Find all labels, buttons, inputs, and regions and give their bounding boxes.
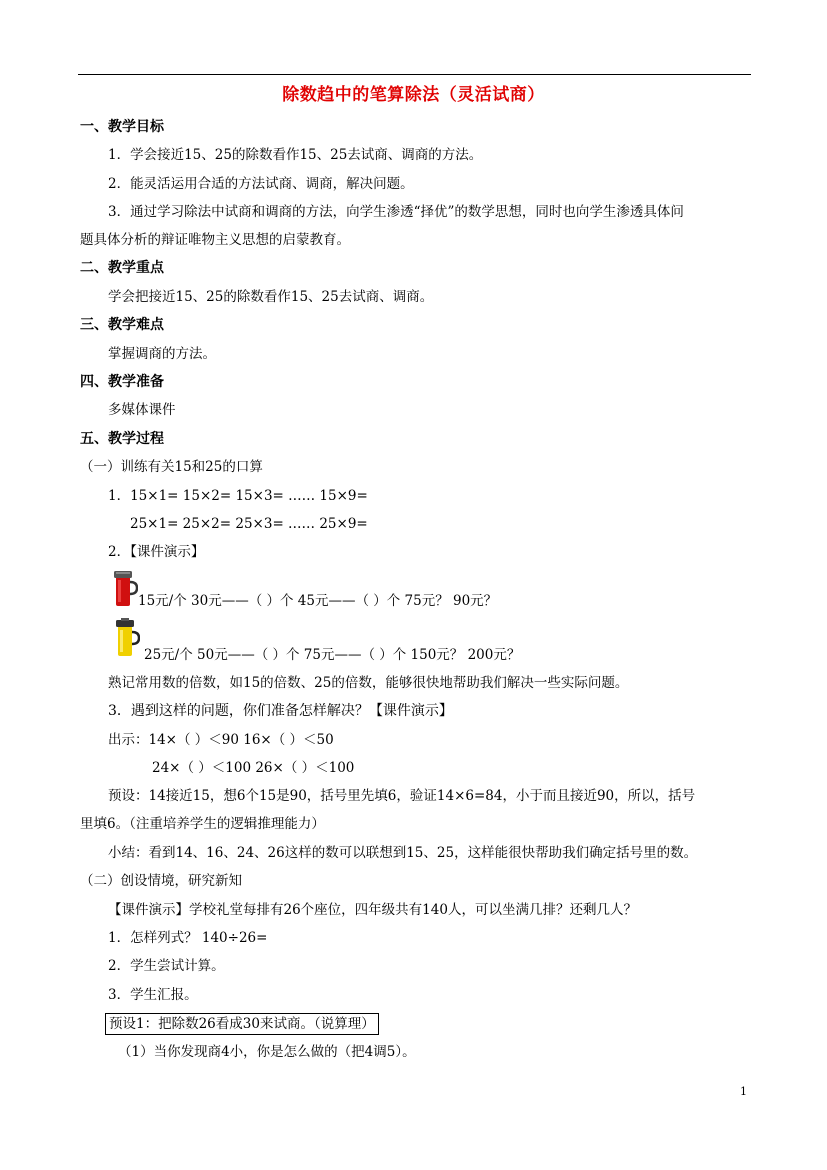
demo-seating-problem: 【课件演示】学校礼堂每排有26个座位，四年级共有140人，可以坐满几排？还剩几人？ (108, 902, 637, 918)
yellow-cup-price-line: 25元/个 50元——（ ）个 75元——（ ）个 150元？ 200元？ (144, 647, 521, 663)
part1-title: （一）训练有关15和25的口算 (80, 459, 263, 475)
step-1: 1．怎样列式？ 140÷26= (108, 930, 268, 946)
show-row-2: 24×（ ）＜100 26×（ ）＜100 (152, 760, 355, 776)
remember-multiples-text: 熟记常用数的倍数，如15的倍数、25的倍数，能够很快地帮助我们解决一些实际问题。 (108, 675, 629, 691)
preset-1-box: 预设1：把除数26看成30来试商。（说算理） (105, 1013, 379, 1035)
section-heading-key-points: 二、教学重点 (80, 260, 164, 276)
section-heading-difficulties: 三、教学难点 (80, 317, 164, 333)
yellow-cup-icon (112, 618, 140, 658)
step-3: 3．学生汇报。 (108, 987, 198, 1003)
red-cup-icon (110, 570, 138, 608)
part2-title: （二）创设情境，研究新知 (80, 873, 242, 889)
calc-row-15: 1．15×1= 15×2= 15×3= …… 15×9= (108, 488, 368, 504)
objective-item-3-cont: 题具体分析的辩证唯物主义思想的启蒙教育。 (80, 232, 350, 248)
calc-row-25: 25×1= 25×2= 25×3= …… 25×9= (130, 516, 368, 532)
question-3: 3．遇到这样的问题，你们准备怎样解决？【课件演示】 (108, 703, 453, 719)
key-points-text: 学会把接近15、25的除数看作15、25去试商、调商。 (108, 289, 434, 305)
preset-text-2: 里填6。（注重培养学生的逻辑推理能力） (80, 816, 325, 832)
show-row-1: 出示：14×（ ）＜90 16×（ ）＜50 (108, 732, 334, 748)
header-rule (78, 74, 751, 75)
red-cup-price-line: 15元/个 30元——（ ）个 45元——（ ）个 75元？ 90元？ (138, 593, 498, 609)
section-heading-objectives: 一、教学目标 (80, 119, 164, 135)
step-2: 2．学生尝试计算。 (108, 958, 225, 974)
section-heading-preparation: 四、教学准备 (80, 374, 164, 390)
page-number: 1 (740, 1085, 747, 1098)
objective-item-3: 3．通过学习除法中试商和调商的方法，向学生渗透“择优”的数学思想，同时也向学生渗透具体问 (108, 204, 684, 220)
preset-text-1: 预设：14接近15，想6个15是90，括号里先填6，验证14×6=84，小于而且接近90，所以，括号 (108, 788, 696, 804)
preparation-text: 多媒体课件 (108, 402, 176, 418)
section-heading-process: 五、教学过程 (80, 431, 164, 447)
demo-label: 2．【课件演示】 (108, 544, 205, 560)
objective-item-2: 2．能灵活运用合适的方法试商、调商，解决问题。 (108, 176, 414, 192)
objective-item-1: 1．学会接近15、25的除数看作15、25去试商、调商的方法。 (108, 147, 483, 163)
sub-step-1: （1）当你发现商4小，你是怎么做的（把4调5）。 (118, 1044, 416, 1060)
page-title: 除数趋中的笔算除法（灵活试商） (282, 85, 545, 105)
difficulties-text: 掌握调商的方法。 (108, 346, 216, 362)
summary-text: 小结：看到14、16、24、26这样的数可以联想到15、25，这样能很快帮助我们确定括号里的数。 (108, 845, 698, 861)
